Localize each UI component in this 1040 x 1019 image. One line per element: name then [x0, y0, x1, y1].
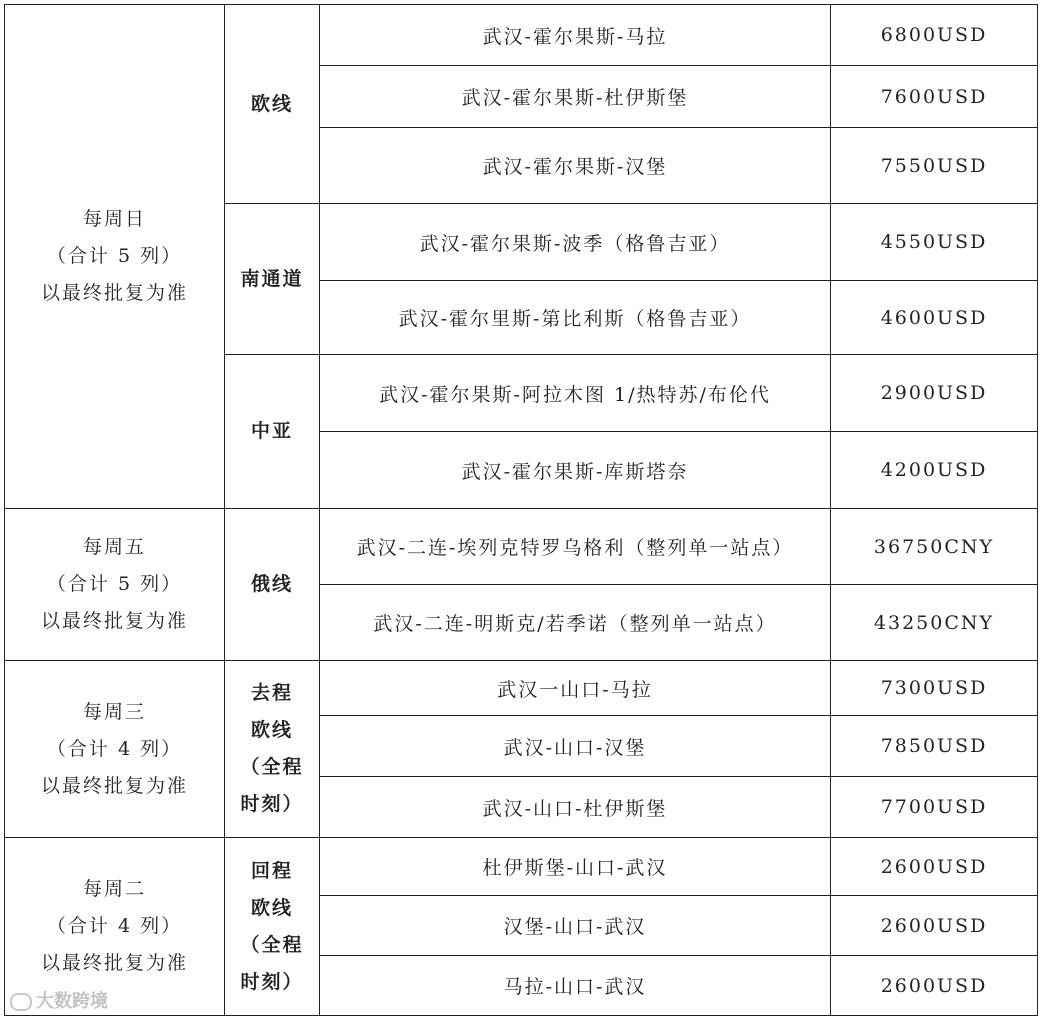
route-cell: 武汉-霍尔果斯-马拉 — [320, 5, 831, 66]
speech-bubble-icon — [10, 993, 32, 1011]
region-cell — [225, 509, 320, 661]
price-cell: 7600USD — [831, 66, 1038, 128]
price-cell: 7550USD — [831, 128, 1038, 204]
route-cell: 武汉-霍尔果斯-杜伊斯堡 — [320, 66, 831, 128]
route-cell: 武汉-霍尔果斯-阿拉木图 1/热特苏/布伦代 — [320, 355, 831, 432]
price-cell: 7700USD — [831, 777, 1038, 838]
region-label: 回程 — [250, 859, 293, 882]
region-cell — [225, 355, 320, 509]
price-cell: 2600USD — [831, 838, 1038, 896]
schedule-day: 每周日 — [82, 208, 146, 230]
schedule-day: 每周二 — [82, 878, 146, 900]
price-cell: 2600USD — [831, 896, 1038, 956]
region-label: 俄线 — [250, 573, 293, 595]
route-cell: 武汉一山口-马拉 — [320, 661, 831, 716]
route-cell: 武汉-二连-埃列克特罗乌格利（整列单一站点） — [320, 509, 831, 585]
route-cell: 汉堡-山口-武汉 — [320, 896, 831, 956]
schedule-note: 以最终批复为准 — [40, 282, 188, 304]
route-cell: 马拉-山口-武汉 — [320, 956, 831, 1016]
route-cell: 武汉-霍尔果斯-库斯塔奈 — [320, 432, 831, 509]
region-label: 欧线 — [250, 92, 293, 115]
region-cell — [225, 204, 320, 355]
route-cell: 武汉-山口-杜伊斯堡 — [320, 777, 831, 838]
region-label: 南通道 — [240, 267, 304, 290]
price-cell: 7850USD — [831, 716, 1038, 777]
schedule-count: （合计 4 列） — [46, 915, 183, 937]
region-cell — [225, 5, 320, 204]
watermark-text: 大数跨境 — [36, 991, 108, 1012]
schedule-count: （合计 5 列） — [46, 245, 183, 267]
price-cell: 4600USD — [831, 281, 1038, 355]
table-row — [5, 509, 1038, 585]
price-cell: 2900USD — [831, 355, 1038, 432]
route-cell: 武汉-霍尔果斯-汉堡 — [320, 128, 831, 204]
price-cell: 7300USD — [831, 661, 1038, 716]
freight-rate-table — [4, 4, 1038, 1016]
schedule-cell — [5, 509, 225, 661]
route-cell: 武汉-霍尔里斯-第比利斯（格鲁吉亚） — [320, 281, 831, 355]
price-cell: 4200USD — [831, 432, 1038, 509]
region-label: （全程 — [240, 756, 304, 778]
price-cell: 6800USD — [831, 5, 1038, 66]
region-label: 时刻） — [240, 970, 304, 993]
region-label: 中亚 — [250, 420, 293, 442]
price-cell: 2600USD — [831, 956, 1038, 1016]
route-cell: 杜伊斯堡-山口-武汉 — [320, 838, 831, 896]
price-cell: 4550USD — [831, 204, 1038, 281]
schedule-count: （合计 5 列） — [46, 573, 183, 595]
price-cell: 43250CNY — [831, 585, 1038, 661]
region-cell — [225, 661, 320, 838]
watermark — [10, 987, 108, 1013]
route-cell: 武汉-霍尔果斯-波季（格鲁吉亚） — [320, 204, 831, 281]
region-label: 去程 — [250, 682, 293, 704]
region-cell — [225, 838, 320, 1016]
route-cell: 武汉-二连-明斯克/若季诺（整列单一站点） — [320, 585, 831, 661]
schedule-note: 以最终批复为准 — [40, 952, 188, 974]
schedule-day: 每周三 — [82, 700, 146, 723]
schedule-note: 以最终批复为准 — [40, 610, 188, 632]
region-label: （全程 — [240, 933, 304, 956]
table-row — [5, 5, 1038, 66]
region-label: 欧线 — [250, 896, 293, 919]
region-label: 时刻） — [240, 793, 304, 815]
schedule-cell — [5, 5, 225, 509]
schedule-note: 以最终批复为准 — [40, 774, 188, 797]
route-cell: 武汉-山口-汉堡 — [320, 716, 831, 777]
schedule-day: 每周五 — [82, 536, 146, 558]
price-cell: 36750CNY — [831, 509, 1038, 585]
region-label: 欧线 — [250, 719, 293, 741]
table-row — [5, 838, 1038, 896]
schedule-cell — [5, 661, 225, 838]
table-row — [5, 661, 1038, 716]
schedule-count: （合计 4 列） — [46, 737, 183, 760]
